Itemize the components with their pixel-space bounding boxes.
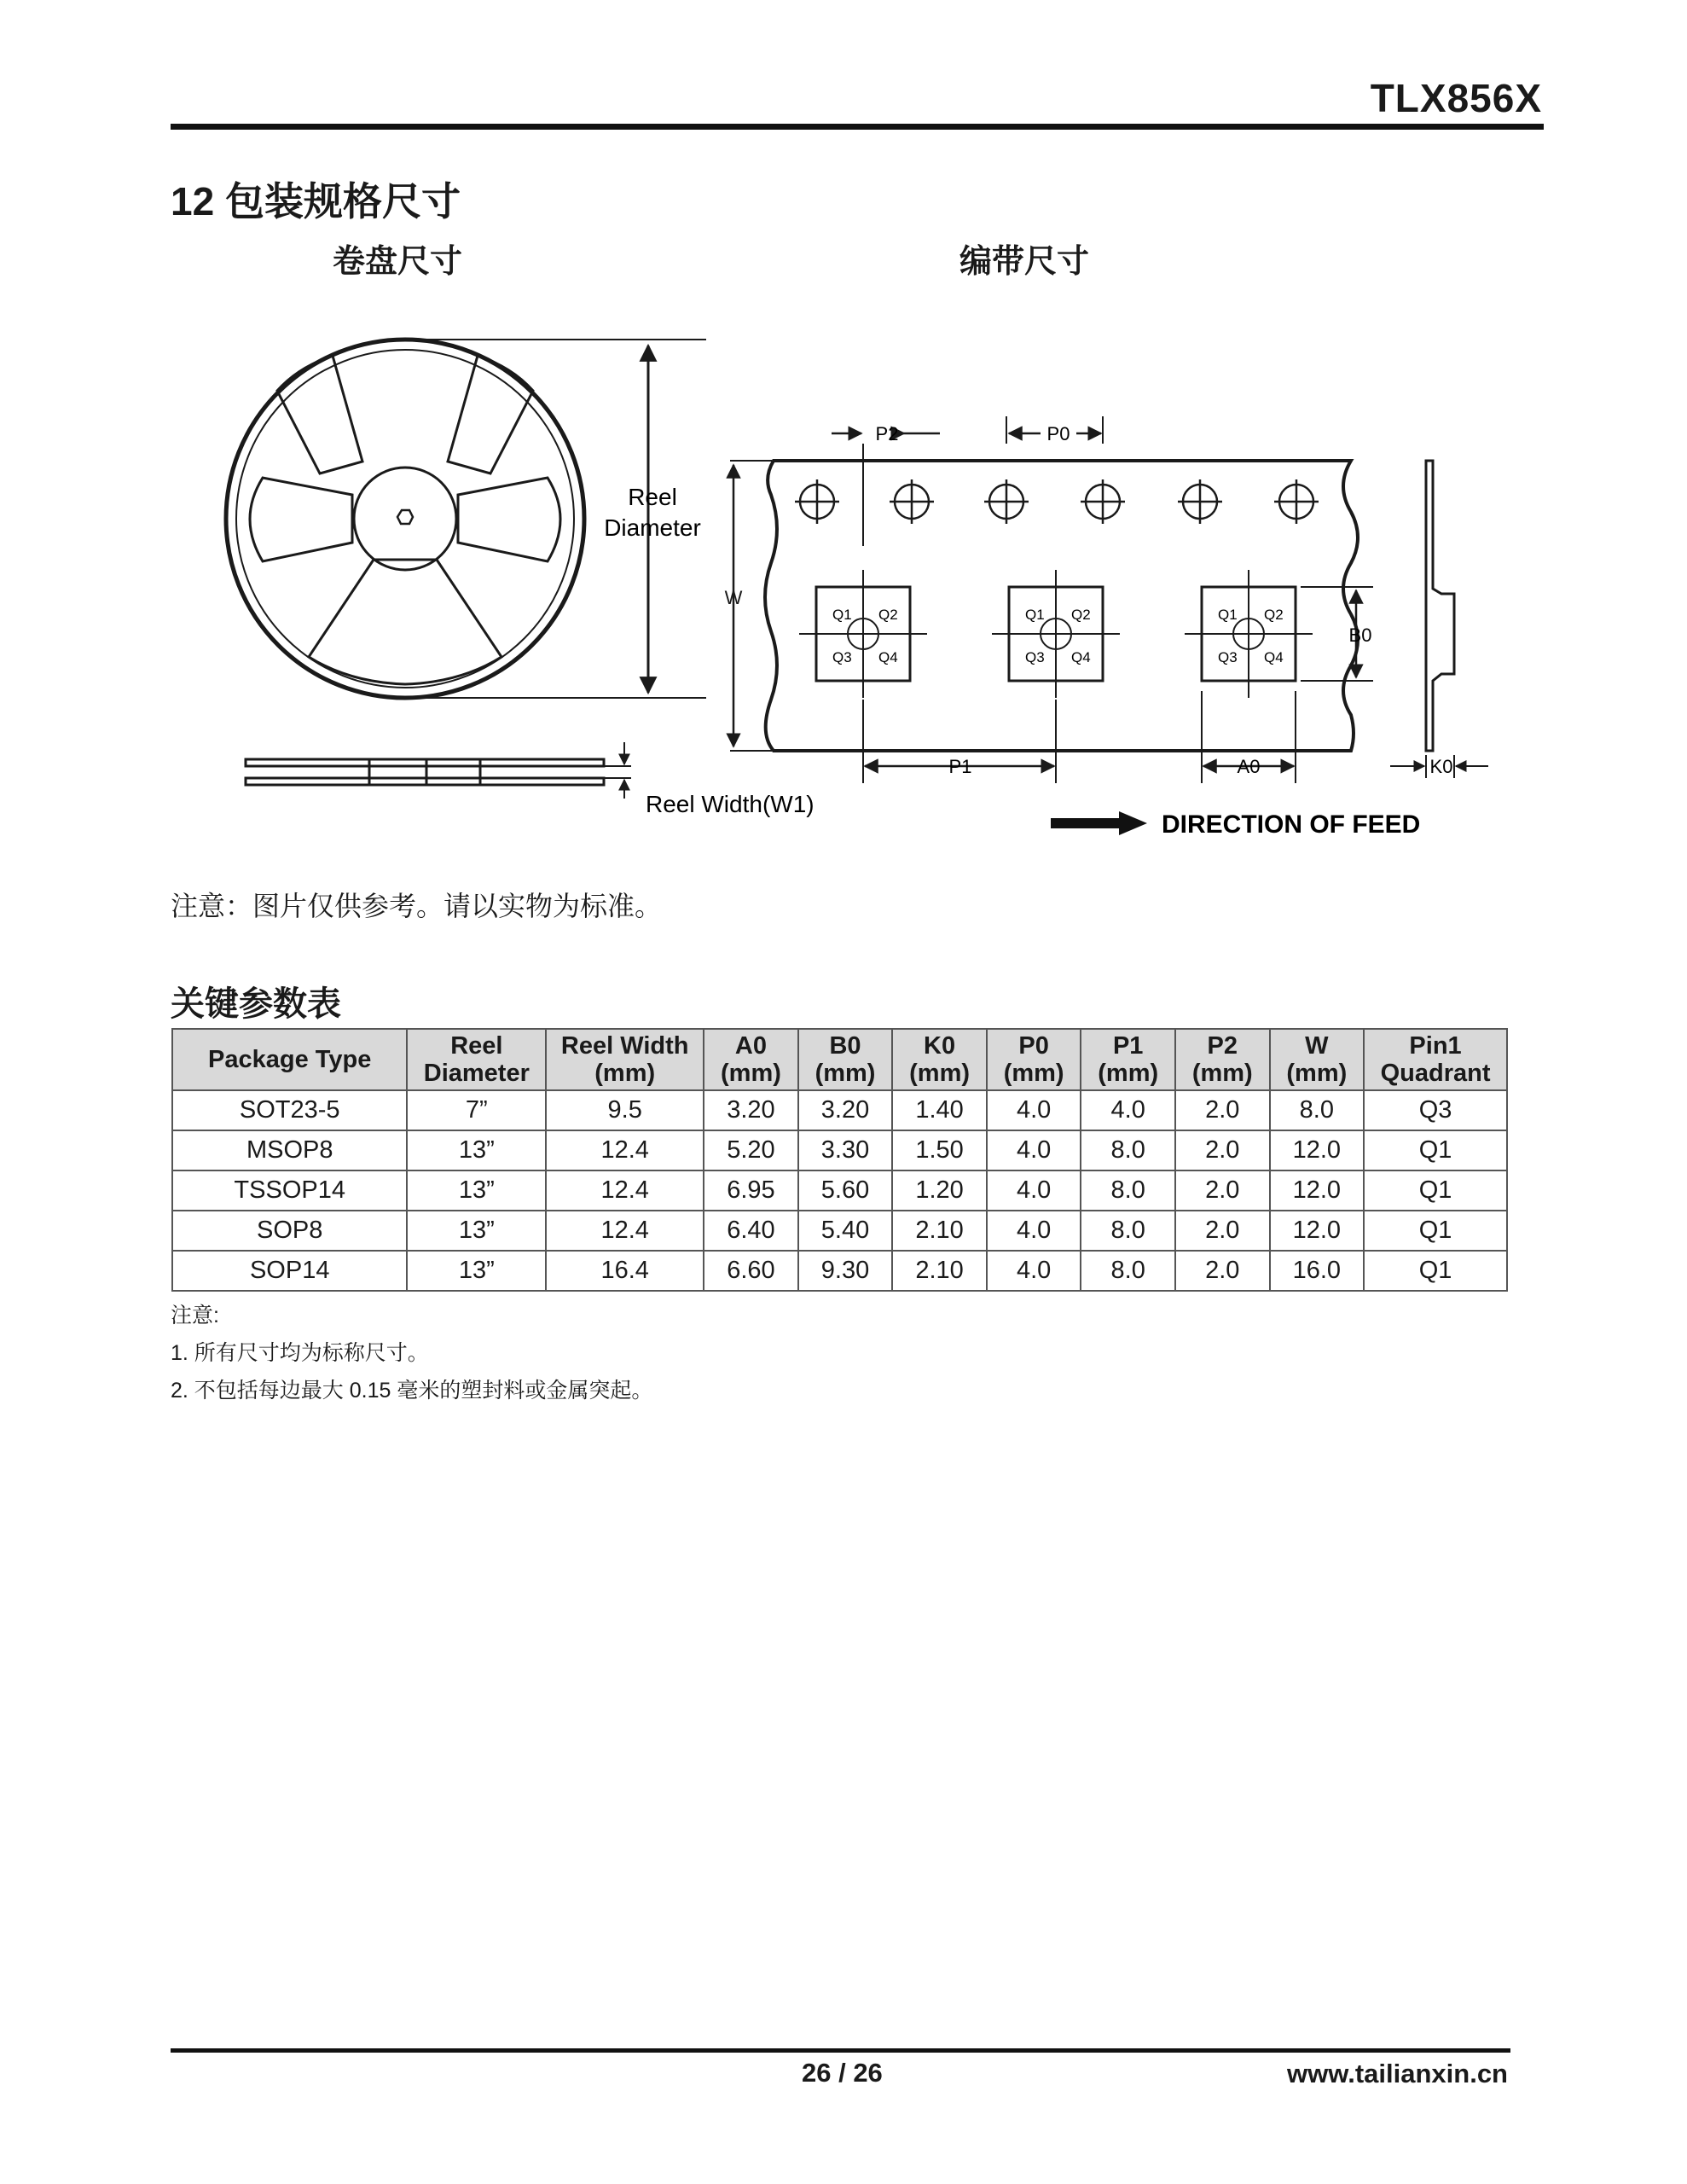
table-cell: 8.0 — [1081, 1211, 1175, 1251]
b0-label: B0 — [1348, 624, 1372, 646]
footnote-item: 1. 所有尺寸均为标称尺寸。 — [171, 1341, 429, 1365]
table-cell: 12.4 — [546, 1170, 704, 1211]
reel-dimensions-title: 卷盘尺寸 — [333, 244, 463, 280]
p1-label: P1 — [948, 756, 972, 777]
tape-dimensions-title: 编带尺寸 — [959, 244, 1090, 280]
table-cell: Q1 — [1364, 1170, 1507, 1211]
table-cell: 6.40 — [704, 1211, 798, 1251]
quadrant-label: Q3 — [1218, 649, 1238, 665]
table-cell: 6.95 — [704, 1170, 798, 1211]
table-cell: 13” — [407, 1251, 546, 1291]
table-cell: 8.0 — [1081, 1251, 1175, 1291]
table-cell: 5.60 — [798, 1170, 893, 1211]
table-cell: 2.0 — [1175, 1130, 1270, 1170]
reel-drawing — [226, 340, 706, 799]
table-cell: 4.0 — [987, 1130, 1081, 1170]
reel-diameter-label-line2: Diameter — [604, 514, 701, 541]
table-cell: 6.60 — [704, 1251, 798, 1291]
table-cell: 7” — [407, 1090, 546, 1130]
column-header: P0 (mm) — [987, 1029, 1081, 1090]
w-label: W — [724, 587, 743, 608]
website-link[interactable]: www.tailianxin.cn — [1287, 2059, 1508, 2088]
quadrant-label: Q2 — [1264, 607, 1284, 623]
table-cell: 8.0 — [1081, 1130, 1175, 1170]
column-header: Reel Width (mm) — [546, 1029, 704, 1090]
table-cell: 3.20 — [704, 1090, 798, 1130]
table-cell: 12.4 — [546, 1211, 704, 1251]
table-cell: SOP14 — [172, 1251, 407, 1291]
quadrant-label: Q4 — [878, 649, 898, 665]
feed-direction-arrow-icon — [1051, 811, 1147, 835]
table-cell: 9.5 — [546, 1090, 704, 1130]
table-row — [172, 1130, 1507, 1170]
table-cell: 13” — [407, 1211, 546, 1251]
footnote-label: 注意: — [171, 1304, 219, 1327]
document-title: TLX856X — [1370, 76, 1542, 120]
footnotes — [171, 1297, 652, 1409]
table-cell: 4.0 — [1081, 1090, 1175, 1130]
table-row — [172, 1090, 1507, 1130]
quadrant-label: Q3 — [832, 649, 852, 665]
table-cell: 1.20 — [892, 1170, 987, 1211]
table-cell: Q1 — [1364, 1211, 1507, 1251]
column-header: P1 (mm) — [1081, 1029, 1175, 1090]
column-header: A0 (mm) — [704, 1029, 798, 1090]
quadrant-labels — [832, 607, 1284, 665]
quadrant-label: Q1 — [1218, 607, 1238, 623]
key-parameters-table — [171, 1028, 1508, 1292]
table-cell: 16.4 — [546, 1251, 704, 1291]
quadrant-label: Q4 — [1071, 649, 1091, 665]
table-cell: 1.50 — [892, 1130, 987, 1170]
table-cell: 3.30 — [798, 1130, 893, 1170]
table-header-row — [172, 1029, 1507, 1090]
table-cell: 2.0 — [1175, 1211, 1270, 1251]
table-cell: 12.0 — [1270, 1170, 1365, 1211]
image-note: 注意：图片仅供参考。请以实物为标准。 — [171, 891, 663, 921]
table-cell: MSOP8 — [172, 1130, 407, 1170]
column-header: K0 (mm) — [892, 1029, 987, 1090]
table-cell: 1.40 — [892, 1090, 987, 1130]
table-cell: SOT23-5 — [172, 1090, 407, 1130]
table-cell: 2.0 — [1175, 1170, 1270, 1211]
table-cell: SOP8 — [172, 1211, 407, 1251]
column-header: P2 (mm) — [1175, 1029, 1270, 1090]
table-title: 关键参数表 — [171, 985, 341, 1023]
table-cell: 2.10 — [892, 1211, 987, 1251]
quadrant-label: Q1 — [832, 607, 852, 623]
table-cell: TSSOP14 — [172, 1170, 407, 1211]
table-cell: 5.40 — [798, 1211, 893, 1251]
column-header: Reel Diameter — [407, 1029, 546, 1090]
table-cell: 13” — [407, 1130, 546, 1170]
p0-label: P0 — [1046, 423, 1070, 444]
column-header: Package Type — [172, 1029, 407, 1090]
table-cell: 3.20 — [798, 1090, 893, 1130]
section-title: 12 包装规格尺寸 — [171, 179, 461, 224]
column-header: B0 (mm) — [798, 1029, 893, 1090]
table-cell: 8.0 — [1081, 1170, 1175, 1211]
column-header: Pin1 Quadrant — [1364, 1029, 1507, 1090]
table-cell: 2.10 — [892, 1251, 987, 1291]
table-cell: 12.4 — [546, 1130, 704, 1170]
table-cell: 4.0 — [987, 1211, 1081, 1251]
table-cell: 16.0 — [1270, 1251, 1365, 1291]
table-cell: 5.20 — [704, 1130, 798, 1170]
table-row — [172, 1251, 1507, 1291]
table-cell: 12.0 — [1270, 1211, 1365, 1251]
reel-width-label: Reel Width(W1) — [646, 791, 815, 817]
quadrant-label: Q4 — [1264, 649, 1284, 665]
quadrant-label: Q3 — [1025, 649, 1045, 665]
table-cell: 4.0 — [987, 1090, 1081, 1130]
quadrant-label: Q2 — [878, 607, 898, 623]
carrier-tape-drawing — [730, 416, 1488, 783]
column-header: W (mm) — [1270, 1029, 1365, 1090]
table-cell: 4.0 — [987, 1251, 1081, 1291]
table-cell: 2.0 — [1175, 1090, 1270, 1130]
footnote-item: 2. 不包括每边最大 0.15 毫米的塑封料或金属突起。 — [171, 1379, 653, 1403]
page-number: 26 / 26 — [802, 2058, 883, 2088]
p2-label: P2 — [875, 423, 899, 444]
footer-rule — [171, 2048, 1510, 2053]
table-cell: Q1 — [1364, 1251, 1507, 1291]
quadrant-label: Q2 — [1071, 607, 1091, 623]
table-cell: Q3 — [1364, 1090, 1507, 1130]
packaging-diagram — [0, 0, 1687, 862]
table-cell: 12.0 — [1270, 1130, 1365, 1170]
table-cell: 2.0 — [1175, 1251, 1270, 1291]
a0-label: A0 — [1237, 756, 1261, 777]
reel-diameter-label-line1: Reel — [628, 484, 677, 510]
quadrant-label: Q1 — [1025, 607, 1045, 623]
table-cell: 13” — [407, 1170, 546, 1211]
table-cell: Q1 — [1364, 1130, 1507, 1170]
table-row — [172, 1211, 1507, 1251]
feed-direction-label: DIRECTION OF FEED — [1162, 810, 1421, 839]
table-cell: 8.0 — [1270, 1090, 1365, 1130]
table-cell: 9.30 — [798, 1251, 893, 1291]
table-cell: 4.0 — [987, 1170, 1081, 1211]
k0-label: K0 — [1429, 756, 1453, 777]
table-row — [172, 1170, 1507, 1211]
